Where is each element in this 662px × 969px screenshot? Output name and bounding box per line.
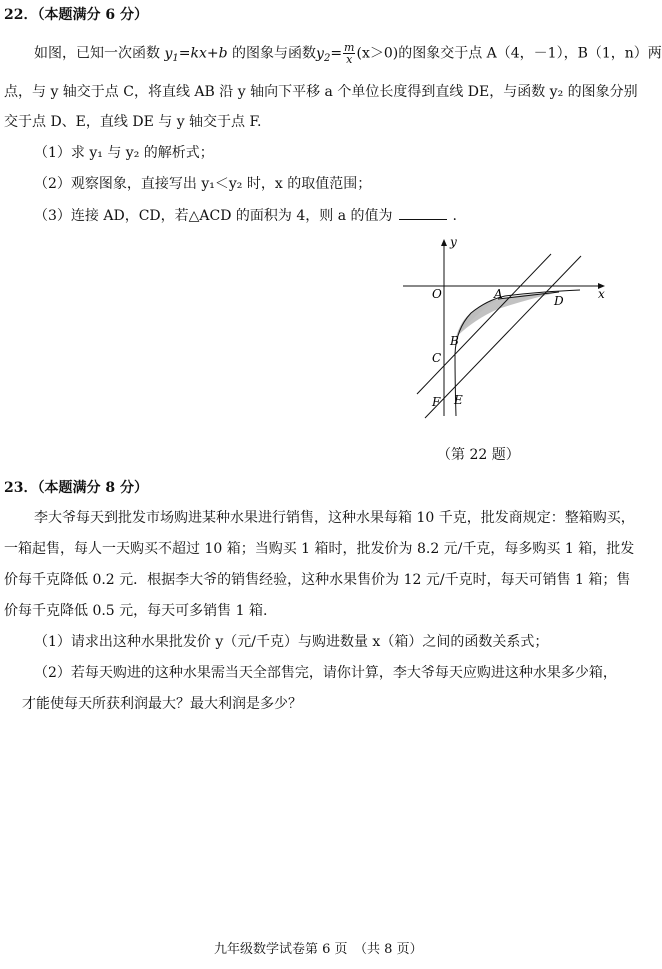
label-f: F: [432, 395, 441, 409]
q22-part3-end: .: [452, 208, 457, 224]
label-d: D: [554, 294, 564, 308]
q22-intro-line3: 交于点 D、E，直线 DE 与 y 轴交于点 F.: [4, 114, 262, 130]
label-y: y: [450, 235, 457, 249]
q22-part2: （2）观察图象，直接写出 y₁＜y₂ 时，x 的取值范围；: [34, 176, 372, 192]
q22-intro-line1: 如图，已知一次函数 $y_1=kx+b$ 的图象与函数$y_2=$ $\frac{m}{x}$ (x＞0)的图象交于点 A（4，－1），B（1，n）两: [34, 41, 662, 66]
q23-part1: （1）请求出这种水果批发价 y（元/千克）与购进数量 x（箱）之间的函数关系式；: [34, 634, 549, 650]
line-ab: [417, 254, 551, 394]
label-x: x: [598, 287, 605, 301]
q23-part2-cont: 才能使每天所获利润最大？最大利润是多少？: [22, 696, 302, 712]
frac-denominator: x: [346, 53, 353, 66]
q22-intro-line2: 点，与 y 轴交于点 C，将直线 AB 沿 y 轴向下平移 a 个单位长度得到直线 DE，与函数 y₂ 的图象分别: [4, 84, 638, 100]
q22-part1: （1）求 y₁ 与 y₂ 的解析式；: [34, 145, 214, 161]
label-e: E: [454, 393, 463, 407]
answer-blank: [399, 206, 447, 220]
frac-numerator: m: [344, 41, 355, 54]
q22-intro-l1-d: (x＞0): [356, 45, 399, 62]
q23-paragraph-line4: 价每千克降低 0.5 元，每天可多销售 1 箱.: [4, 603, 268, 619]
q22-figure: [395, 234, 610, 424]
page-footer: 九年级数学试卷第 6 页 （共 8 页）: [214, 942, 423, 957]
q22-caption: （第 22 题）: [437, 447, 520, 463]
label-c: C: [432, 351, 442, 365]
line-de: [425, 256, 581, 418]
label-o: O: [432, 287, 442, 301]
curve-y2: [455, 290, 580, 416]
label-a: A: [494, 287, 503, 301]
label-b: B: [450, 334, 459, 348]
q22-part3: [34, 206, 457, 226]
q22-intro-l1-a: 如图，已知一次函数: [34, 45, 165, 62]
q22-intro-l1-b: =kx+b: [178, 45, 228, 62]
q23-paragraph-line1: 李大爷每天到批发市场购进某种水果进行销售，这种水果每箱 10 千克，批发商规定：整箱购买，: [34, 510, 635, 526]
q22-fraction: [343, 42, 355, 65]
q22-part3-text: （3）连接 AD，CD，若△ACD 的面积为 4，则 a 的值为: [34, 208, 393, 224]
q23-header: 23．（本题满分 8 分）: [4, 480, 148, 496]
q23-part2: （2）若每天购进的这种水果需当天全部售完，请你计算，李大爷每天应购进这种水果多少箱，: [34, 665, 617, 681]
q22-intro-l1-e: 的图象交于点 A（4，－1），B（1，n）两: [398, 45, 662, 62]
y-axis-arrow: [441, 239, 447, 246]
q22-intro-l1-c: 的图象与函数: [227, 45, 317, 62]
q22-header: 22．（本题满分 6 分）: [4, 7, 148, 23]
q23-paragraph-line3: 价每千克降低 0.2 元．根据李大爷的销售经验，这种水果售价为 12 元/千克时，每天可销售 1 箱；售: [4, 572, 631, 588]
q23-paragraph-line2: 一箱起售，每人一天购买不超过 10 箱；当购买 1 箱时，批发价为 8.2 元/千克，每多购买 1 箱，批发: [4, 541, 635, 557]
